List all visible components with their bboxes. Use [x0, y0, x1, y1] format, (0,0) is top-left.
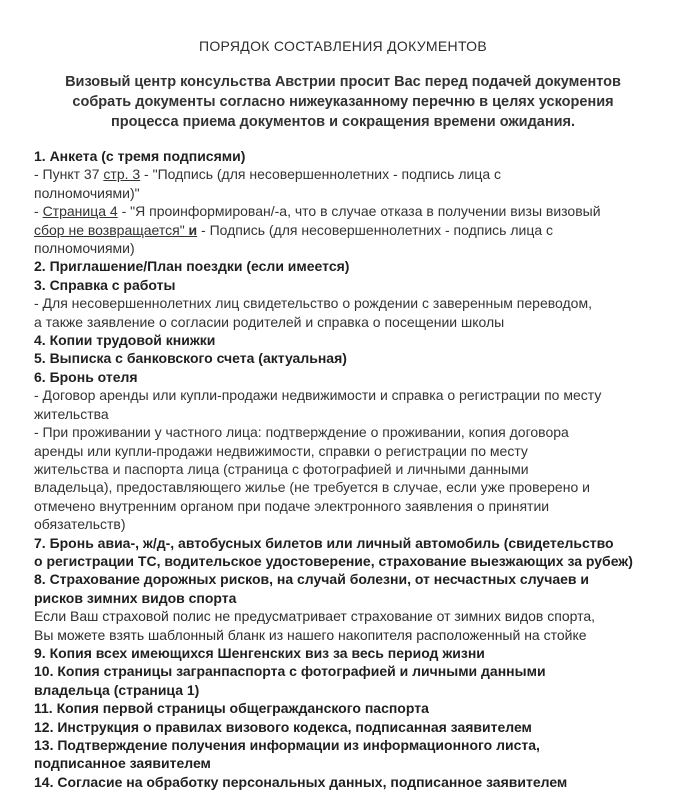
- page-title: ПОРЯДОК СОСТАВЛЕНИЯ ДОКУМЕНТОВ: [199, 38, 487, 54]
- intro-paragraph: [40, 72, 646, 132]
- item-text: 13. Подтверждение получения информации из информационного листа,: [34, 737, 540, 753]
- list-item-2: [34, 257, 674, 275]
- list-item-5: [34, 349, 674, 367]
- item-text: 3. Справка с работы: [34, 276, 176, 293]
- list-item-8-note: [34, 607, 674, 644]
- sub-line: аренды или купли-продажи недвижимости, справки о регистрации по месту: [34, 442, 528, 459]
- list-item-14: [34, 773, 674, 791]
- list-item-11: [34, 699, 674, 717]
- sub-line: владельца), предоставляющего жилье (не требуется в случае, если уже проверено и: [34, 479, 590, 496]
- sub-line: обязательств): [34, 516, 126, 533]
- sub-line: - Договор аренды или купли-продажи недвижимости и справка о регистрации по месту: [34, 387, 602, 404]
- list-item-13: [34, 736, 674, 773]
- list-item-7: [34, 534, 674, 571]
- sub-text: сбор не возвращается": [34, 221, 189, 238]
- item-text: рисков зимних видов спорта: [34, 589, 237, 606]
- page-ref: Страница 4: [42, 203, 118, 220]
- list-item-6-sub-1: [34, 386, 674, 423]
- item-text: о регистрации ТС, водительское удостоверение, страхование выезжающих за рубеж): [34, 552, 633, 569]
- item-text: 1. Анкета (с тремя подписями): [34, 148, 246, 164]
- item-text: владельца (страница 1): [34, 681, 200, 698]
- sub-line: а также заявление о согласии родителей и справка о посещении школы: [34, 313, 505, 330]
- list-item-3: [34, 276, 674, 294]
- list-item-10: [34, 662, 674, 699]
- sub-line: полномочиями): [34, 240, 135, 257]
- sub-text: - "Я проинформирован/-а, что в случае отказа в получении визы визовый: [117, 203, 601, 220]
- list-item-3-sub-1: [34, 294, 674, 331]
- item-text: 8. Страхование дорожных рисков, на случай болезни, от несчастных случаев и: [34, 571, 590, 588]
- list-item-1-sub-1: [34, 165, 674, 202]
- sub-text: - Подпись (для несовершеннолетних - подпись лица с: [197, 221, 554, 238]
- item-text: 9. Копия всех имеющихся Шенгенских виз за весь период жизни: [34, 644, 485, 661]
- document-list: [34, 147, 674, 791]
- sub-line: [34, 165, 674, 183]
- list-item-12: [34, 718, 674, 736]
- list-item-6-sub-2: [34, 423, 674, 533]
- item-text: 10. Копия страницы загранпаспорта с фотографией и личными данными: [34, 663, 546, 680]
- item-text: 6. Бронь отеля: [34, 368, 138, 385]
- item-text: 4. Копии трудовой книжки: [34, 332, 216, 349]
- item-text: 12. Инструкция о правилах визового кодекса, подписанная заявителем: [34, 718, 532, 735]
- sub-line: полномочиями)": [34, 184, 140, 201]
- item-text: 5. Выписка с банковского счета (актуальная): [34, 350, 347, 367]
- conjunction: и: [188, 221, 198, 238]
- item-text: подписанное заявителем: [34, 755, 211, 772]
- sub-line: жительства и паспорта лица (страница с фотографией и личными данными: [34, 460, 529, 477]
- sub-text: -: [34, 203, 43, 220]
- intro-line: процесса приема документов и сокращения времени ожидания.: [110, 114, 576, 130]
- list-item-4: [34, 331, 674, 349]
- sub-text: - "Подпись (для несовершеннолетних - подпись лица с: [140, 166, 502, 183]
- list-item-9: [34, 644, 674, 662]
- list-item-6: [34, 368, 674, 386]
- intro-line: Визовый центр консульства Австрии просит Вас перед подачей документов: [65, 74, 621, 90]
- sub-line: [34, 202, 674, 220]
- sub-line: жительства: [34, 405, 109, 422]
- intro-line: собрать документы согласно нижеуказанному перечню в целях ускорения: [72, 94, 614, 110]
- item-text: 11. Копия первой страницы общегражданского паспорта: [34, 700, 429, 717]
- page-ref: стр. 3: [103, 166, 141, 183]
- item-text: 7. Бронь авиа-, ж/д-, автобусных билетов или личный автомобиль (свидетельство: [34, 534, 614, 551]
- item-text: 2. Приглашение/План поездки (если имеется): [34, 258, 350, 275]
- list-item-1: [34, 147, 674, 165]
- sub-line: отмечено внутренним органом при подаче электронного заявления о принятии: [34, 497, 550, 514]
- item-text: 14. Согласие на обработку персональных данных, подписанное заявителем: [34, 773, 568, 790]
- sub-text: - Пункт 37: [34, 166, 104, 183]
- sub-line: - При проживании у частного лица: подтверждение о проживании, копия договора: [34, 424, 569, 441]
- list-item-1-sub-2: [34, 202, 674, 257]
- list-item-8: [34, 570, 674, 607]
- sub-line: - Для несовершеннолетних лиц свидетельство о рождении с заверенным переводом,: [34, 295, 592, 312]
- note-line: Если Ваш страховой полис не предусматривает страхование от зимних видов спорта,: [34, 608, 596, 625]
- sub-line: [34, 221, 674, 239]
- note-line: Вы можете взять шаблонный бланк из нашего накопителя расположенный на стойке: [34, 626, 587, 643]
